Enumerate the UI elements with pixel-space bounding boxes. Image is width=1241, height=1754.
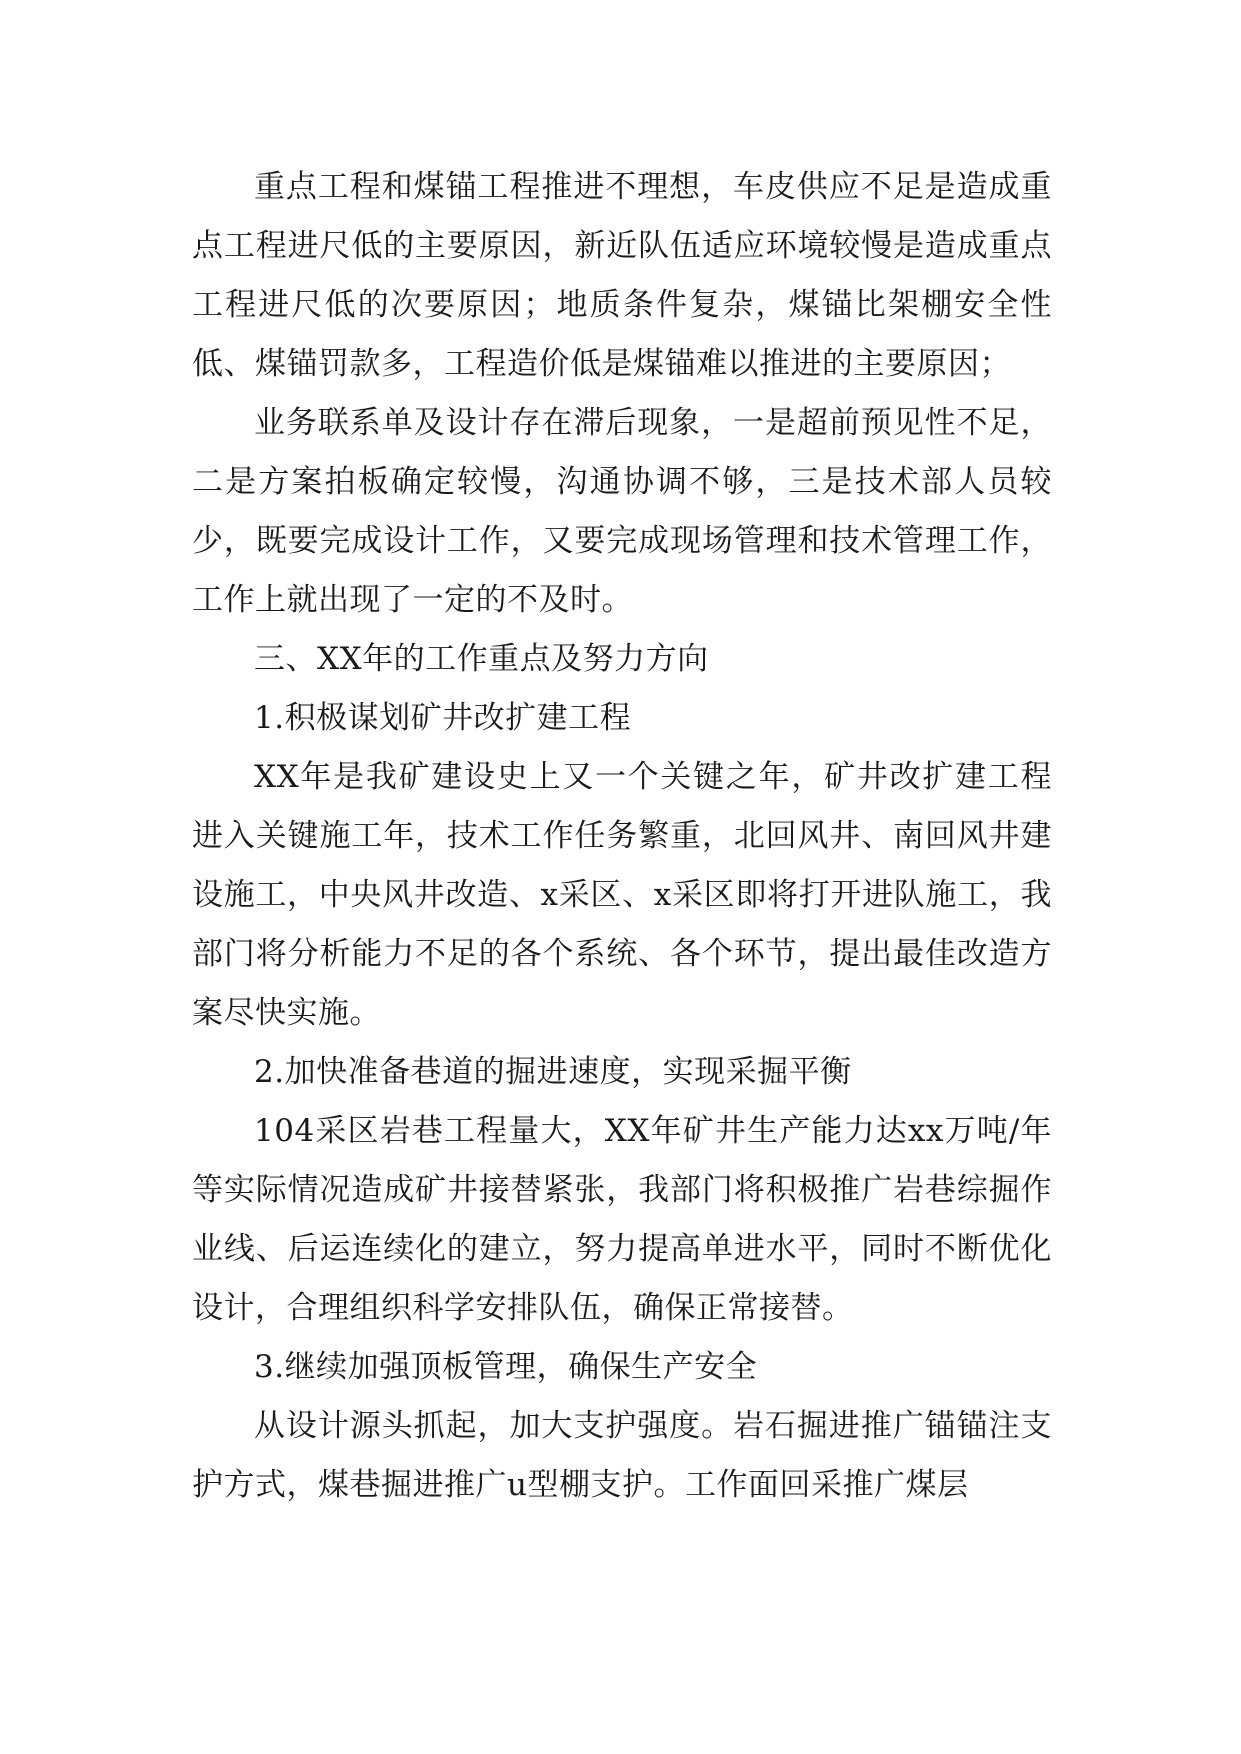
- paragraph-tunneling-speed: 104采区岩巷工程量大，XX年矿井生产能力达xx万吨/年等实际情况造成矿井接替紧张，我部门将积极推广岩巷综掘作业线、后运连续化的建立，努力提高单进水平，同时不断优化设计，合理组织科学安排队伍，确保正常接替。: [192, 1113, 1052, 1326]
- paragraph-expansion-project: XX年是我矿建设史上又一个关键之年，矿井改扩建工程进入关键施工年，技术工作任务繁重，北回风井、南回风井建设施工，中央风井改造、x采区、x采区即将打开进队施工，我部门将分析能力不足的各个系统、各个环节，提出最佳改造方案尽快实施。: [192, 759, 1052, 1031]
- paragraph-design-lag: 业务联系单及设计存在滞后现象，一是超前预见性不足，二是方案拍板确定较慢，沟通协调不够，三是技术部人员较少，既要完成设计工作，又要完成现场管理和技术管理工作，工作上就出现了一定的不及时。: [192, 405, 1052, 618]
- document-page: [192, 158, 1052, 1515]
- paragraph-roof-management: 从设计源头抓起，加大支护强度。岩石掘进推广锚锚注支护方式，煤巷掘进推广u型棚支护。工作面回采推广煤层: [192, 1408, 1052, 1503]
- section-heading-work-focus: 三、XX年的工作重点及努力方向: [254, 641, 709, 677]
- paragraph-cause-analysis: 重点工程和煤锚工程推进不理想，车皮供应不足是造成重点工程进尺低的主要原因，新近队伍适应环境较慢是造成重点工程进尺低的次要原因；地质条件复杂，煤锚比架棚安全性低、煤锚罚款多，工程造价低是煤锚难以推进的主要原因；: [192, 169, 1052, 382]
- subheading-tunneling-speed: 2.加快准备巷道的掘进速度，实现采掘平衡: [254, 1054, 852, 1090]
- subheading-roof-management: 3.继续加强顶板管理，确保生产安全: [254, 1349, 758, 1385]
- subheading-expansion-project: 1.积极谋划矿井改扩建工程: [254, 700, 632, 736]
